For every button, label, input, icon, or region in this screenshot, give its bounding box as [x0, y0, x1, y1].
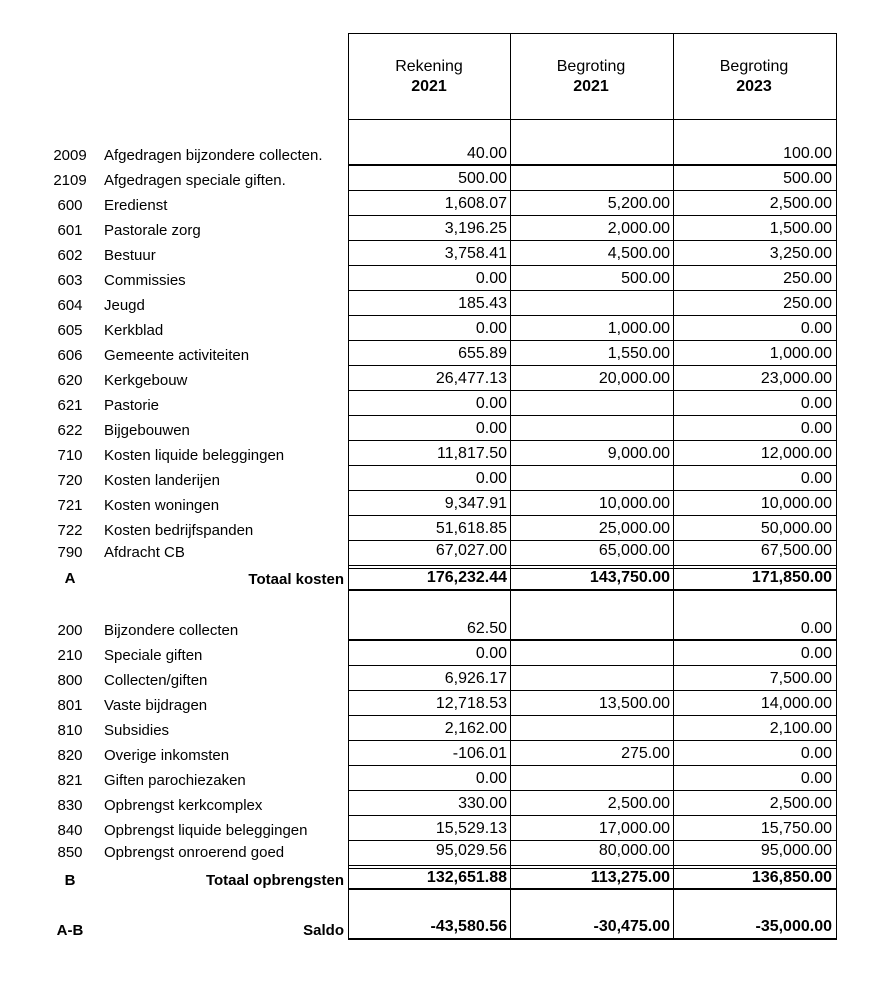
row-label: Opbrengst liquide beleggingen	[104, 822, 308, 839]
row-code: 830	[57, 797, 83, 814]
row-label: Afgedragen speciale giften.	[104, 172, 286, 189]
row-label: Pastorale zorg	[104, 222, 201, 239]
row-label: Bijzondere collecten	[104, 622, 239, 639]
row-value-col3: 3,250.00	[769, 245, 832, 262]
row-divider	[348, 440, 837, 441]
row-value-col3: 95,000.00	[760, 842, 832, 859]
total-income-value-1: 132,651.88	[426, 869, 507, 886]
row-value-col3: 2,100.00	[769, 720, 832, 737]
row-value-col1: 15,529.13	[435, 820, 507, 837]
row-value-col3: 250.00	[783, 270, 832, 287]
row-code: 620	[57, 372, 83, 389]
header-col3-line2: 2023	[736, 78, 772, 95]
row-value-col3: 500.00	[783, 170, 832, 187]
row-code: 603	[57, 272, 83, 289]
row-label: Bestuur	[104, 247, 156, 264]
row-value-col2: 9,000.00	[607, 445, 670, 462]
row-divider	[348, 240, 837, 241]
row-value-col3: 12,000.00	[760, 445, 832, 462]
row-value-col3: 0.00	[800, 745, 832, 762]
row-value-col1: 2,162.00	[444, 720, 507, 737]
row-code: 850	[57, 844, 83, 861]
row-label: Afdracht CB	[104, 544, 185, 561]
header-col3-line1: Begroting	[719, 58, 789, 75]
row-code: 801	[57, 697, 83, 714]
row-code: 621	[57, 397, 83, 414]
total-income-value-3: 136,850.00	[751, 869, 832, 886]
saldo-value-3: -35,000.00	[755, 918, 832, 935]
row-value-col3: 10,000.00	[760, 495, 832, 512]
row-code: 710	[57, 447, 83, 464]
row-value-col1: 26,477.13	[435, 370, 507, 387]
row-value-col2: 2,500.00	[607, 795, 670, 812]
row-value-col1: 0.00	[475, 420, 507, 437]
row-value-col1: 40.00	[466, 145, 507, 162]
saldo-code: A-B	[56, 922, 84, 939]
row-value-col1: 0.00	[475, 395, 507, 412]
row-code: 602	[57, 247, 83, 264]
row-label: Kosten bedrijfspanden	[104, 522, 254, 539]
row-label: Vaste bijdragen	[104, 697, 208, 714]
total-expenses-label: Totaal kosten	[248, 571, 344, 588]
row-label: Pastorie	[104, 397, 160, 414]
row-code: 2009	[53, 147, 87, 164]
row-value-col2: 17,000.00	[598, 820, 670, 837]
row-value-col1: 62.50	[466, 620, 507, 637]
row-label: Gemeente activiteiten	[104, 347, 250, 364]
row-divider	[348, 365, 837, 366]
row-label: Bijgebouwen	[104, 422, 190, 439]
row-value-col1: 0.00	[475, 470, 507, 487]
row-value-col3: 67,500.00	[760, 542, 832, 559]
row-code: 820	[57, 747, 83, 764]
row-value-col3: 0.00	[800, 395, 832, 412]
header-col2-line1: Begroting	[556, 58, 626, 75]
row-divider	[348, 815, 837, 816]
row-label: Opbrengst onroerend goed	[104, 844, 285, 861]
row-code: 722	[57, 522, 83, 539]
row-value-col3: 50,000.00	[760, 520, 832, 537]
row-value-col2: 65,000.00	[598, 542, 670, 559]
row-label: Kosten landerijen	[104, 472, 220, 489]
row-code: 721	[57, 497, 83, 514]
row-code: 210	[57, 647, 83, 664]
row-code: 2109	[53, 172, 87, 189]
row-label: Overige inkomsten	[104, 747, 230, 764]
row-value-col3: 14,000.00	[760, 695, 832, 712]
header-col1-line1: Rekening	[395, 58, 463, 75]
row-divider	[348, 740, 837, 741]
row-code: 810	[57, 722, 83, 739]
row-divider	[348, 715, 837, 716]
row-label: Kerkgebouw	[104, 372, 188, 389]
row-divider	[348, 215, 837, 216]
row-label: Opbrengst kerkcomplex	[104, 797, 263, 814]
row-divider	[348, 540, 837, 541]
row-value-col3: 0.00	[800, 770, 832, 787]
saldo-value-1: -43,580.56	[430, 918, 507, 935]
row-divider	[348, 639, 837, 640]
row-code: 604	[57, 297, 83, 314]
header-col1-line2: 2021	[411, 78, 447, 95]
total-expenses-code: A	[64, 570, 76, 587]
row-value-col2: 25,000.00	[598, 520, 670, 537]
row-value-col1: 1,608.07	[444, 195, 507, 212]
row-divider	[348, 465, 837, 466]
row-value-col3: 23,000.00	[760, 370, 832, 387]
row-value-col2: 10,000.00	[598, 495, 670, 512]
row-code: 622	[57, 422, 83, 439]
row-value-col3: 250.00	[783, 295, 832, 312]
row-value-col2: 5,200.00	[607, 195, 670, 212]
row-label: Eredienst	[104, 197, 168, 214]
row-label: Collecten/giften	[104, 672, 208, 689]
row-value-col1: 11,817.50	[437, 445, 507, 462]
row-label: Subsidies	[104, 722, 170, 739]
total-income-code: B	[64, 872, 76, 889]
row-value-col1: 95,029.56	[435, 842, 507, 859]
row-divider	[348, 165, 837, 166]
row-label: Kosten liquide beleggingen	[104, 447, 285, 464]
row-value-col2: 500.00	[621, 270, 670, 287]
row-label: Speciale giften	[104, 647, 203, 664]
header-col2-line2: 2021	[573, 78, 609, 95]
row-divider	[348, 790, 837, 791]
row-code: 605	[57, 322, 83, 339]
row-label: Kosten woningen	[104, 497, 220, 514]
row-value-col2: 275.00	[621, 745, 670, 762]
row-value-col2: 1,550.00	[607, 345, 670, 362]
row-divider	[348, 315, 837, 316]
row-value-col1: 0.00	[475, 770, 507, 787]
row-value-col3: 0.00	[800, 420, 832, 437]
row-value-col3: 2,500.00	[769, 195, 832, 212]
row-value-col1: 12,718.53	[435, 695, 507, 712]
row-value-col1: 3,196.25	[444, 220, 507, 237]
row-value-col2: 13,500.00	[598, 695, 670, 712]
total-expenses-value-3: 171,850.00	[751, 569, 832, 586]
row-code: 800	[57, 672, 83, 689]
row-value-col3: 7,500.00	[769, 670, 832, 687]
row-value-col3: 0.00	[800, 320, 832, 337]
saldo-label: Saldo	[303, 922, 344, 939]
row-value-col1: 0.00	[475, 320, 507, 337]
row-value-col2: 80,000.00	[598, 842, 670, 859]
row-value-col3: 1,000.00	[769, 345, 832, 362]
row-value-col2: 2,000.00	[607, 220, 670, 237]
row-value-col3: 1,500.00	[769, 220, 832, 237]
row-divider	[348, 515, 837, 516]
row-divider	[348, 840, 837, 841]
row-code: 200	[57, 622, 83, 639]
row-divider	[348, 765, 837, 766]
row-value-col1: -106.01	[452, 745, 507, 762]
row-value-col1: 51,618.85	[435, 520, 507, 537]
row-code: 601	[57, 222, 83, 239]
row-value-col1: 6,926.17	[444, 670, 507, 687]
total-income-value-2: 113,275.00	[590, 869, 670, 886]
row-value-col3: 0.00	[800, 620, 832, 637]
total-expenses-value-2: 143,750.00	[589, 569, 670, 586]
header-begroting-2021	[510, 57, 672, 97]
row-divider	[348, 640, 837, 641]
row-value-col3: 2,500.00	[769, 795, 832, 812]
row-value-col3: 100.00	[783, 145, 832, 162]
header-begroting-2023	[673, 57, 835, 97]
total-expenses-value-1: 176,232.44	[426, 569, 507, 586]
row-value-col1: 655.89	[458, 345, 507, 362]
row-divider	[348, 690, 837, 691]
saldo-value-2: -30,475.00	[593, 918, 670, 935]
row-value-col3: 15,750.00	[760, 820, 832, 837]
row-code: 600	[57, 197, 83, 214]
row-divider	[348, 265, 837, 266]
row-value-col1: 9,347.91	[444, 495, 507, 512]
row-label: Jeugd	[104, 297, 145, 314]
row-code: 720	[57, 472, 83, 489]
row-divider	[348, 390, 837, 391]
row-value-col3: 0.00	[800, 645, 832, 662]
total-income-label: Totaal opbrengsten	[205, 872, 344, 889]
row-value-col1: 3,758.41	[444, 245, 507, 262]
row-value-col1: 500.00	[458, 170, 507, 187]
row-code: 606	[57, 347, 83, 364]
row-divider	[348, 490, 837, 491]
row-code: 790	[57, 544, 83, 561]
row-label: Kerkblad	[104, 322, 164, 339]
row-value-col2: 1,000.00	[607, 320, 670, 337]
row-value-col1: 185.43	[458, 295, 507, 312]
row-divider	[348, 190, 837, 191]
row-label: Afgedragen bijzondere collecten.	[104, 147, 323, 164]
row-divider	[348, 164, 837, 165]
row-value-col1: 0.00	[475, 270, 507, 287]
row-code: 840	[57, 822, 83, 839]
header-rekening-2021	[348, 57, 510, 97]
row-value-col1: 0.00	[475, 645, 507, 662]
row-value-col3: 0.00	[800, 470, 832, 487]
row-divider	[348, 340, 837, 341]
row-value-col2: 20,000.00	[598, 370, 670, 387]
row-divider	[348, 290, 837, 291]
row-value-col2: 4,500.00	[607, 245, 670, 262]
row-label: Commissies	[104, 272, 186, 289]
row-divider	[348, 665, 837, 666]
row-label: Giften parochiezaken	[104, 772, 246, 789]
row-code: 821	[57, 772, 83, 789]
row-value-col1: 67,027.00	[435, 542, 507, 559]
row-value-col1: 330.00	[458, 795, 507, 812]
row-divider	[348, 415, 837, 416]
